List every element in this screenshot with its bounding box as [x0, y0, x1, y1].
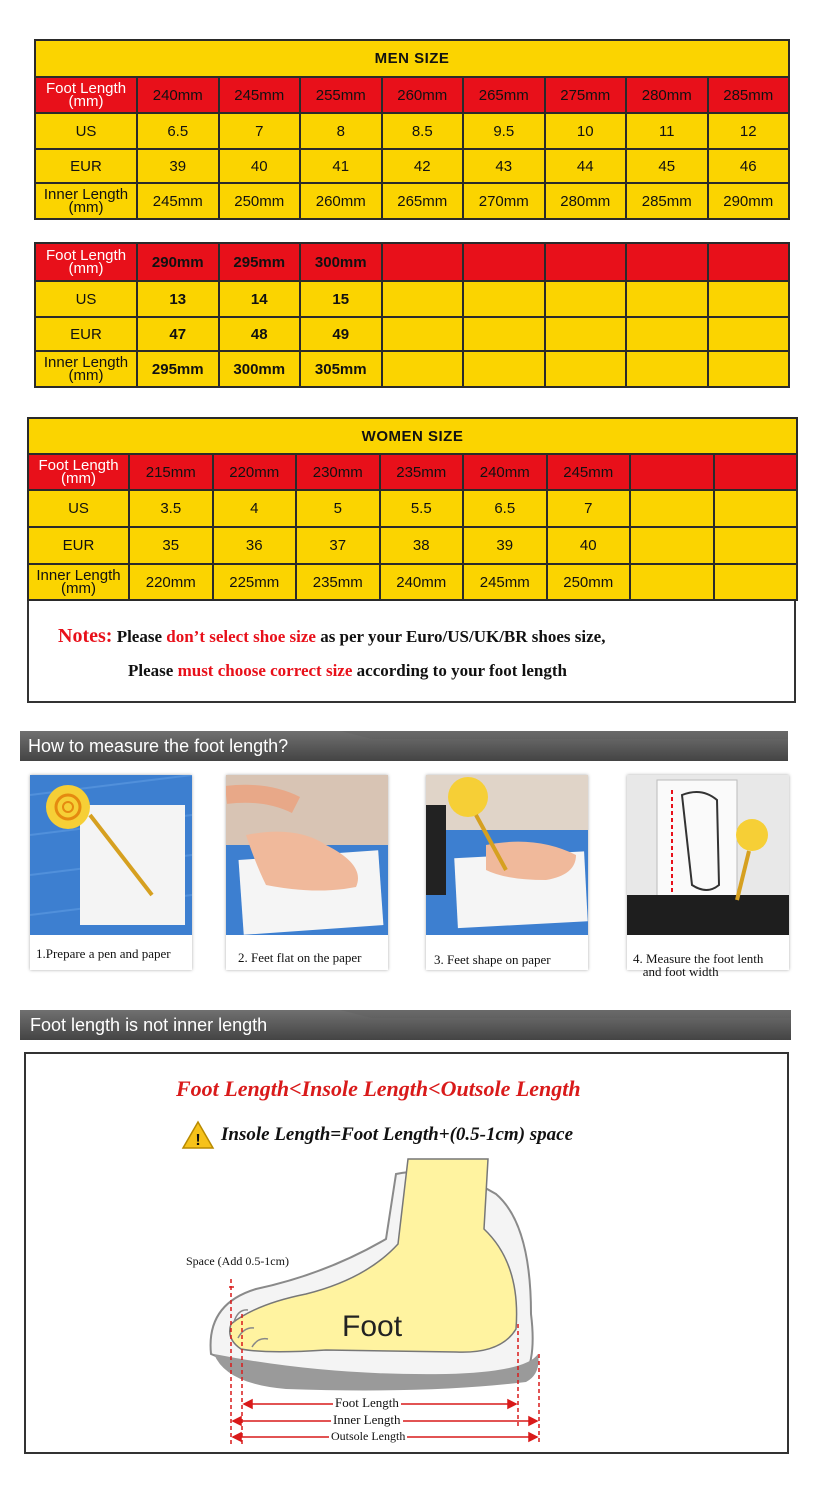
size-cell: [545, 243, 627, 281]
size-cell: 230mm: [296, 454, 380, 490]
size-cell: 6.5: [463, 490, 547, 527]
size-cell: 280mm: [545, 183, 627, 219]
notes-text: according to your foot length: [352, 661, 567, 680]
step-2-image: [226, 775, 388, 935]
size-cell: [545, 317, 627, 351]
size-cell: 260mm: [382, 77, 464, 113]
size-cell: 245mm: [547, 454, 631, 490]
size-cell: 305mm: [300, 351, 382, 387]
size-cell: 260mm: [300, 183, 382, 219]
lollipop-icon: [46, 785, 90, 829]
size-cell: 265mm: [463, 77, 545, 113]
size-cell: 285mm: [708, 77, 790, 113]
size-cell: 295mm: [219, 243, 301, 281]
size-cell: 36: [213, 527, 297, 564]
size-cell: 265mm: [382, 183, 464, 219]
size-cell: [545, 351, 627, 387]
shoe-foot-illustration: [26, 1054, 787, 1452]
lollipop-icon: [448, 777, 488, 817]
size-cell: [626, 317, 708, 351]
size-cell: 5: [296, 490, 380, 527]
size-cell: 285mm: [626, 183, 708, 219]
row-label-eur: EUR: [35, 317, 137, 351]
size-cell: 290mm: [137, 243, 219, 281]
row-label-foot-length: Foot Length (mm): [35, 243, 137, 281]
measure-heading: How to measure the foot length?: [28, 736, 289, 756]
size-cell: 41: [300, 149, 382, 183]
size-cell: 37: [296, 527, 380, 564]
step-card-3: [426, 775, 588, 970]
size-cell: 40: [547, 527, 631, 564]
size-cell: 39: [137, 149, 219, 183]
size-cell: 245mm: [219, 77, 301, 113]
size-cell: [630, 527, 714, 564]
size-cell: 300mm: [300, 243, 382, 281]
size-cell: [714, 564, 798, 600]
size-cell: 225mm: [213, 564, 297, 600]
size-cell: 240mm: [463, 454, 547, 490]
step-1-caption: 1.Prepare a pen and paper: [36, 946, 171, 961]
size-cell: 3.5: [129, 490, 213, 527]
outsole-length-label: Outsole Length: [331, 1429, 406, 1443]
size-cell: 245mm: [463, 564, 547, 600]
size-cell: [714, 490, 798, 527]
size-cell: 43: [463, 149, 545, 183]
size-cell: 220mm: [129, 564, 213, 600]
size-cell: 240mm: [137, 77, 219, 113]
size-cell: 255mm: [300, 77, 382, 113]
foot-length-diagram: [24, 1052, 789, 1454]
row-label-inner-length: Inner Length (mm): [35, 183, 137, 219]
step-1-image: [30, 775, 192, 935]
size-cell: 39: [463, 527, 547, 564]
notes-text: as per your Euro/US/UK/BR shoes size,: [315, 627, 606, 646]
size-cell: 240mm: [380, 564, 464, 600]
size-cell: 12: [708, 113, 790, 149]
size-cell: [463, 281, 545, 317]
notes-line-2: [128, 661, 567, 681]
foot-word: Foot: [342, 1310, 403, 1343]
size-cell: [708, 281, 790, 317]
row-label-inner-length: Inner Length (mm): [35, 351, 137, 387]
men-size-title: MEN SIZE: [35, 40, 789, 77]
size-cell: 295mm: [137, 351, 219, 387]
foot-length-label: Foot Length: [335, 1395, 399, 1410]
formula-insole: Insole Length=Foot Length+(0.5-1cm) space: [221, 1124, 574, 1145]
size-cell: 250mm: [219, 183, 301, 219]
size-cell: 6.5: [137, 113, 219, 149]
notes-warning: don’t select shoe size: [166, 627, 316, 646]
compare-heading: Foot length is not inner length: [30, 1015, 268, 1035]
size-cell: [382, 281, 464, 317]
size-cell: 40: [219, 149, 301, 183]
size-cell: 42: [382, 149, 464, 183]
row-label-us: US: [28, 490, 129, 527]
size-cell: [382, 243, 464, 281]
notes-text: Please: [128, 661, 178, 680]
size-cell: [626, 351, 708, 387]
size-cell: 8: [300, 113, 382, 149]
size-cell: 35: [129, 527, 213, 564]
step-card-2: [226, 775, 388, 970]
notes-label: Notes:: [58, 625, 113, 647]
size-cell: [630, 564, 714, 600]
size-cell: 9.5: [463, 113, 545, 149]
size-cell: [382, 317, 464, 351]
notes-line-1: [58, 625, 605, 648]
size-cell: 11: [626, 113, 708, 149]
compare-heading-banner: [20, 1010, 791, 1040]
size-cell: [463, 351, 545, 387]
size-cell: 290mm: [708, 183, 790, 219]
size-cell: [708, 317, 790, 351]
size-cell: 5.5: [380, 490, 464, 527]
row-label-us: US: [35, 281, 137, 317]
size-cell: 4: [213, 490, 297, 527]
size-cell: [708, 243, 790, 281]
women-size-title: WOMEN SIZE: [28, 418, 797, 454]
step-4-caption: 4. Measure the foot lenth and foot width: [633, 951, 764, 979]
step-3-image: [426, 775, 588, 935]
size-cell: 245mm: [137, 183, 219, 219]
size-cell: [630, 454, 714, 490]
size-cell: 7: [219, 113, 301, 149]
size-cell: [463, 243, 545, 281]
step-4-image: [627, 775, 789, 935]
size-cell: 38: [380, 527, 464, 564]
size-cell: 48: [219, 317, 301, 351]
size-cell: 215mm: [129, 454, 213, 490]
size-cell: [626, 243, 708, 281]
size-cell: 49: [300, 317, 382, 351]
row-label-us: US: [35, 113, 137, 149]
size-cell: 250mm: [547, 564, 631, 600]
size-cell: 45: [626, 149, 708, 183]
lollipop-icon: [736, 819, 768, 851]
size-cell: 10: [545, 113, 627, 149]
size-cell: [714, 454, 798, 490]
men-size-table-large: [34, 242, 790, 388]
size-cell: [545, 281, 627, 317]
size-cell: 47: [137, 317, 219, 351]
row-label-foot-length: Foot Length (mm): [28, 454, 129, 490]
size-cell: 15: [300, 281, 382, 317]
size-cell: 235mm: [380, 454, 464, 490]
size-cell: 13: [137, 281, 219, 317]
size-cell: 44: [545, 149, 627, 183]
women-size-table: [27, 417, 798, 601]
notes-text: Please: [116, 627, 167, 646]
size-cell: [630, 490, 714, 527]
measure-heading-banner: [20, 731, 788, 761]
size-cell: 275mm: [545, 77, 627, 113]
svg-text:!: !: [195, 1132, 201, 1149]
size-cell: [708, 351, 790, 387]
formula-length-order: Foot Length<Insole Length<Outsole Length: [176, 1076, 581, 1101]
size-cell: 7: [547, 490, 631, 527]
row-label-eur: EUR: [35, 149, 137, 183]
size-cell: [626, 281, 708, 317]
size-cell: 235mm: [296, 564, 380, 600]
row-label-eur: EUR: [28, 527, 129, 564]
inner-length-label: Inner Length: [333, 1412, 401, 1427]
size-cell: [463, 317, 545, 351]
size-cell: 46: [708, 149, 790, 183]
size-cell: 14: [219, 281, 301, 317]
step-card-4: [627, 775, 789, 979]
size-cell: 220mm: [213, 454, 297, 490]
row-label-inner-length: Inner Length (mm): [28, 564, 129, 600]
size-cell: [382, 351, 464, 387]
row-label-foot-length: Foot Length (mm): [35, 77, 137, 113]
step-card-1: [30, 775, 192, 970]
men-size-table: [34, 39, 790, 220]
size-cell: [714, 527, 798, 564]
size-cell: 300mm: [219, 351, 301, 387]
size-cell: 270mm: [463, 183, 545, 219]
step-2-caption: 2. Feet flat on the paper: [238, 950, 362, 965]
size-cell: 8.5: [382, 113, 464, 149]
space-label: Space (Add 0.5-1cm): [186, 1254, 289, 1268]
size-cell: 280mm: [626, 77, 708, 113]
size-notes: [27, 601, 796, 703]
step-3-caption: 3. Feet shape on paper: [434, 952, 551, 967]
notes-warning: must choose correct size: [177, 661, 353, 680]
